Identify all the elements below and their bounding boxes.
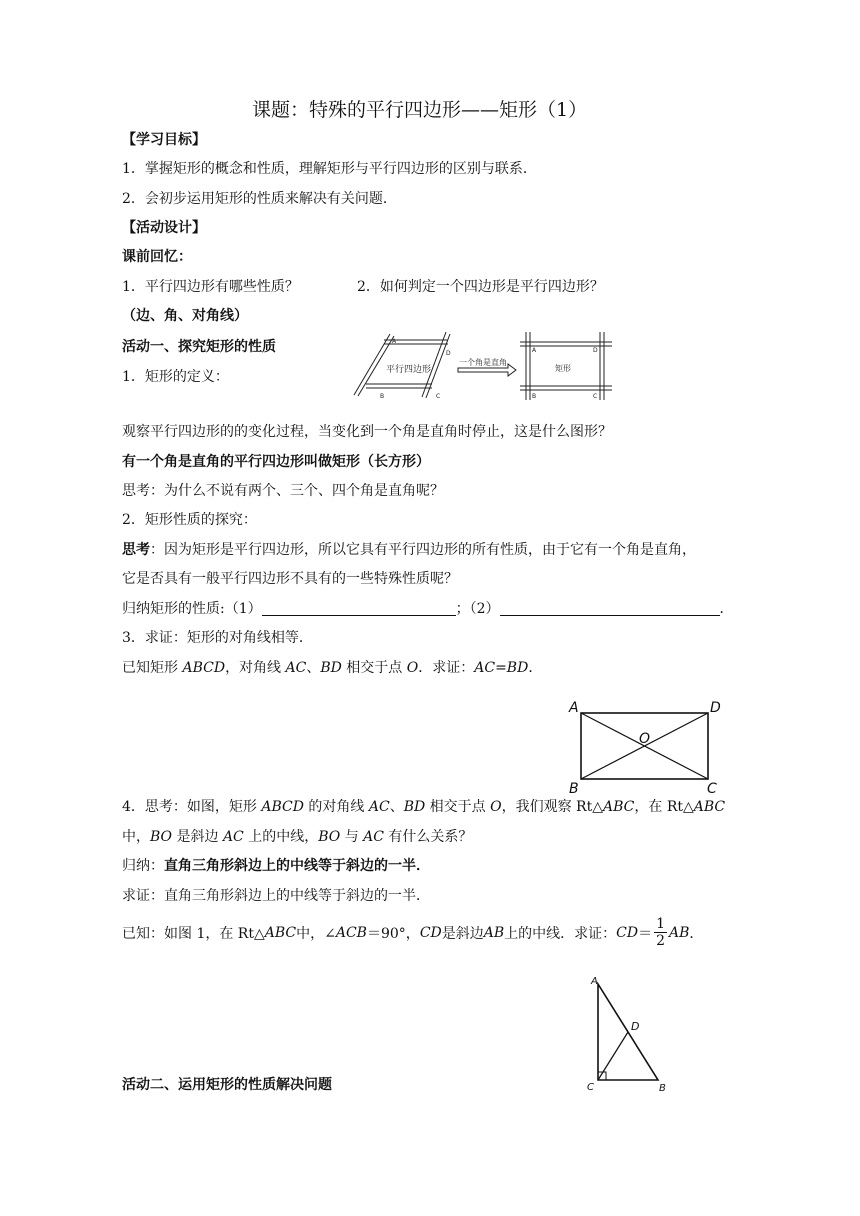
fig3-label-d: D [631,1020,640,1033]
parallelogram-label: 平行四边形 [386,365,432,375]
fig2-label-o: O [639,731,651,747]
fig1r-vertex-a: A [532,347,537,354]
think-4-line2: 中，BO 是斜边 AC 上的中线，BO 与 AC 有什么关系？ [122,829,473,845]
prove-median-statement: 求证：直角三角形斜边上的中线等于斜边的一半． [122,888,430,904]
think-4-line1: 4．思考：如图，矩形 ABCD 的对角线 AC、BD 相交于点 O，我们观察 Rt△ABC，在 Rt△ABC [122,799,726,815]
fig1-vertex-a: A [392,338,397,345]
explore-label: 2．矩形性质的探究： [122,512,257,528]
think-question-1: 思考：为什么不说有两个、三个、四个角是直角呢？ [122,483,444,499]
fig1-vertex-b: B [380,393,385,400]
fig1r-vertex-d: D [593,347,598,354]
conclusion: 归纳：直角三角形斜边上的中线等于斜边的一半． [122,858,430,874]
answer-blank-1[interactable] [262,601,456,616]
fig3-label-c: C [587,1082,594,1093]
fig2-label-b: B [569,781,579,796]
fraction-one-half: $\frac{1}{2}$ [656,916,666,949]
page-title: 课题：特殊的平行四边形——矩形（1） [252,99,588,121]
review-question-2: 2．如何判定一个四边形是平行四边形？ [357,279,604,295]
given-median: 已知：如图 1，在 Rt△ ABC 中，∠ ACB ＝90°， CD 是斜边 AB 上的中线．求证： CD ＝ $\frac{1}{2}$ AB ． [122,916,704,949]
think-question-2-line1: 思考：因为矩形是平行四边形，所以它具有平行四边形的所有性质，由于它有一个角是直角， [122,542,696,558]
answer-blank-2[interactable] [500,601,720,616]
think-question-2-line2: 它是否具有一般平行四边形不具有的一些特殊性质呢？ [122,571,458,587]
goal-item-1: 1．掌握矩形的概念和性质，理解矩形与平行四边形的区别与联系． [122,161,537,177]
rectangle-label: 矩形 [555,364,571,373]
right-triangle-figure [580,970,680,1096]
arrow-label: 一个角是直角 [459,358,507,367]
activity2-heading: 活动二、运用矩形的性质解决问题 [122,1077,332,1093]
review-heading: 课前回忆： [122,249,192,265]
review-question-1: 1．平行四边形有哪些性质？ [122,279,299,295]
definition-label: 1．矩形的定义： [122,369,229,385]
fig2-label-d: D [710,700,721,716]
goals-heading: 【学习目标】 [122,132,206,148]
activity-design-heading: 【活动设计】 [122,220,206,236]
rectangle-diagonals-figure [560,696,736,796]
parallelogram-to-rectangle-figure [350,328,626,404]
observe-question: 观察平行四边形的的变化过程，当变化到一个角是直角时停止，这是什么图形？ [122,424,612,440]
fig2-label-a: A [569,700,579,716]
fig3-label-a: A [591,976,598,987]
summary-properties: 归纳矩形的性质:（1） ；（2） ． [122,601,734,617]
fig1r-vertex-c: C [593,393,598,400]
fig1-vertex-c: C [436,393,441,400]
review-hint: （边、角、对角线） [122,308,248,324]
goal-item-2: 2．会初步运用矩形的性质来解决有关问题． [122,191,397,207]
fig2-label-c: C [707,781,717,796]
activity1-heading: 活动一、探究矩形的性质 [122,339,276,355]
given-diagonals: 已知矩形 ABCD，对角线 AC、BD 相交于点 O．求证：AC=BD． [122,660,543,676]
rectangle-definition: 有一个角是直角的平行四边形叫做矩形（长方形） [122,454,430,470]
fig1r-vertex-b: B [532,393,537,400]
prove-diagonals-statement: 3．求证：矩形的对角线相等． [122,630,313,646]
median-cd [598,1032,628,1080]
fig3-label-b: B [659,1083,666,1094]
fig1-vertex-d: D [446,350,451,357]
